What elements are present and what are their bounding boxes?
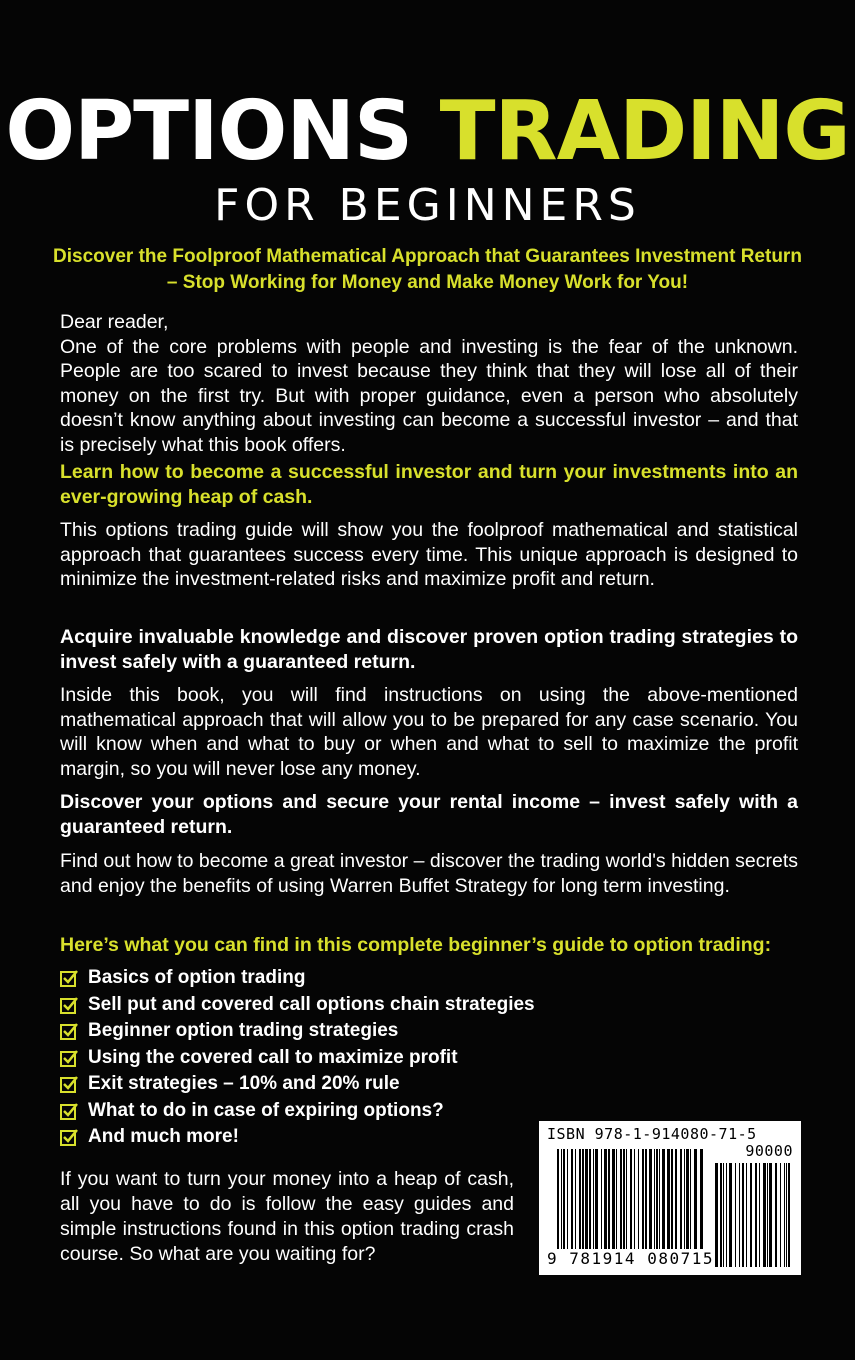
barcode-bar — [582, 1149, 584, 1257]
barcode-addon-bar — [729, 1163, 732, 1267]
barcode-addon-bar — [735, 1163, 736, 1267]
heading-discover: Discover your options and secure your rental income – invest safely with a guaranteed return. — [60, 791, 798, 838]
barcode-bar — [634, 1149, 635, 1257]
barcode-bar — [667, 1149, 670, 1257]
barcode-bar — [571, 1149, 573, 1257]
isbn-label: ISBN 978-1-914080-71-5 — [547, 1125, 757, 1143]
barcode-addon-bar — [742, 1163, 744, 1267]
checklist-label: Sell put and covered call options chain strategies — [88, 993, 535, 1015]
intro-paragraph: One of the core problems with people and investing is the fear of the unknown. People are too scared to invest because they think that they will lose all of their money on the first try. But with proper guidance, even a person who absolutely doesn’t know anything about investing can become a successful investor – and that is precisely what this book offers. — [60, 335, 798, 456]
checklist-item — [60, 965, 535, 992]
book-title — [0, 84, 855, 180]
barcode-bar — [684, 1149, 685, 1257]
checklist-item — [60, 1124, 535, 1151]
barcode-addon-bar — [769, 1163, 772, 1267]
barcode-bar — [608, 1149, 610, 1257]
barcode-bar — [575, 1149, 576, 1257]
checklist-item — [60, 1098, 535, 1125]
barcode-bar — [593, 1149, 594, 1257]
heading-learn: Learn how to become a successful investor and turn your investments into an ever-growing heap of cash. — [60, 461, 798, 508]
barcode-bar — [690, 1149, 691, 1257]
title-word-trading: TRADING — [439, 84, 850, 179]
barcode-addon-bar — [775, 1163, 777, 1267]
barcode-bar — [686, 1149, 689, 1257]
barcode-bar — [649, 1149, 652, 1257]
barcode-bar — [700, 1149, 703, 1257]
barcode-addon-bar — [750, 1163, 752, 1267]
barcode-addon-bar — [715, 1163, 718, 1267]
barcode-addon-bar — [726, 1163, 727, 1267]
greeting: Dear reader, — [60, 311, 169, 333]
barcode-addon-bar — [767, 1163, 768, 1267]
barcode-addon-bar — [720, 1163, 722, 1267]
checklist-item — [60, 1045, 535, 1072]
barcode-bar — [680, 1149, 682, 1257]
barcode-bar — [567, 1149, 568, 1257]
checklist-label: Using the covered call to maximize profit — [88, 1046, 458, 1068]
barcode-bar — [601, 1149, 602, 1257]
isbn-barcode — [539, 1121, 801, 1275]
barcode-bar — [638, 1149, 639, 1257]
ean-digits: 9 781914 080715 — [547, 1249, 714, 1268]
heading-acquire: Acquire invaluable knowledge and discover proven option trading strategies to invest safely with a guaranteed return. — [60, 626, 798, 673]
barcode-bar — [563, 1149, 565, 1257]
barcode-bar — [642, 1149, 644, 1257]
barcode-bar — [659, 1149, 660, 1257]
barcode-addon-bar — [759, 1163, 760, 1267]
feature-checklist — [60, 965, 535, 1151]
barcode-addon-bar — [739, 1163, 740, 1267]
checklist-label: Basics of option trading — [88, 967, 306, 988]
paragraph-guide: This options trading guide will show you the foolproof mathematical and statistical approach that guarantees success every time. This unique approach is designed to minimize the investment-related risks and maximize profit and return. — [60, 519, 798, 590]
checkbox-checked-icon — [60, 1049, 78, 1067]
list-heading: Here’s what you can find in this complete beginner’s guide to option trading: — [60, 934, 772, 956]
barcode-bar — [604, 1149, 607, 1257]
checkbox-checked-icon — [60, 969, 78, 987]
barcode-addon-bar — [780, 1163, 781, 1267]
barcode-bar — [585, 1149, 588, 1257]
closing-paragraph: If you want to turn your money into a heap of cash, all you have to do is follow the easy guides and simple instructions found in this option trading crash course. So what are you waiting for? — [60, 1168, 514, 1265]
barcode-bar — [589, 1149, 591, 1257]
barcode-bar — [620, 1149, 622, 1257]
barcode-bar — [645, 1149, 647, 1257]
checklist-label: Exit strategies – 10% and 20% rule — [88, 1073, 400, 1094]
checklist-item — [60, 1071, 535, 1098]
checklist-item — [60, 992, 535, 1019]
barcode-addon-bar — [746, 1163, 747, 1267]
barcode-bar — [595, 1149, 598, 1257]
barcode-addon-bar — [788, 1163, 790, 1267]
checkbox-checked-icon — [60, 1102, 78, 1120]
barcode-addon-bar — [755, 1163, 757, 1267]
checkbox-checked-icon — [60, 1022, 78, 1040]
tagline: Discover the Foolproof Mathematical Approach that Guarantees Investment Return – Stop Working for Money and Make Money Work for You! — [53, 246, 802, 293]
barcode-bar — [694, 1149, 697, 1257]
barcode-bar — [675, 1149, 677, 1257]
barcode-bar — [626, 1149, 627, 1257]
checklist-label: And much more! — [88, 1126, 239, 1147]
checklist-label: Beginner option trading strategies — [88, 1020, 399, 1041]
barcode-bar — [662, 1149, 665, 1257]
barcode-bar — [671, 1149, 673, 1257]
barcode-bar — [656, 1149, 658, 1257]
checkbox-checked-icon — [60, 1128, 78, 1146]
checkbox-checked-icon — [60, 1075, 78, 1093]
barcode-bar — [623, 1149, 625, 1257]
barcode-bar — [616, 1149, 617, 1257]
barcode-bar — [579, 1149, 581, 1257]
checklist-item — [60, 1018, 535, 1045]
checkbox-checked-icon — [60, 996, 78, 1014]
barcode-bar — [630, 1149, 632, 1257]
intro-block — [60, 310, 798, 457]
price-code: 90000 — [745, 1142, 793, 1160]
paragraph-inside: Inside this book, you will find instructions on using the above-mentioned mathematical approach that will allow you to be prepared for any case scenario. You will know when and what to buy or when and what to sell to maximize the profit margin, so you will never lose any money. — [60, 684, 798, 780]
barcode-bar — [654, 1149, 655, 1257]
paragraph-find-out: Find out how to become a great investor – discover the trading world's hidden secrets and enjoy the benefits of using Warren Buffet Strategy for long term investing. — [60, 850, 798, 897]
book-subtitle: FOR BEGINNERS — [214, 180, 641, 231]
barcode-bar — [561, 1149, 562, 1257]
barcode-addon-bar — [763, 1163, 766, 1267]
barcode-addon-bar — [784, 1163, 785, 1267]
barcode-addon-bar — [723, 1163, 724, 1267]
barcode-bar — [557, 1149, 559, 1257]
checklist-label: What to do in case of expiring options? — [88, 1099, 444, 1121]
title-word-options: OPTIONS — [5, 84, 413, 179]
barcode-bar — [612, 1149, 615, 1257]
barcode-addon-bar — [786, 1163, 787, 1267]
